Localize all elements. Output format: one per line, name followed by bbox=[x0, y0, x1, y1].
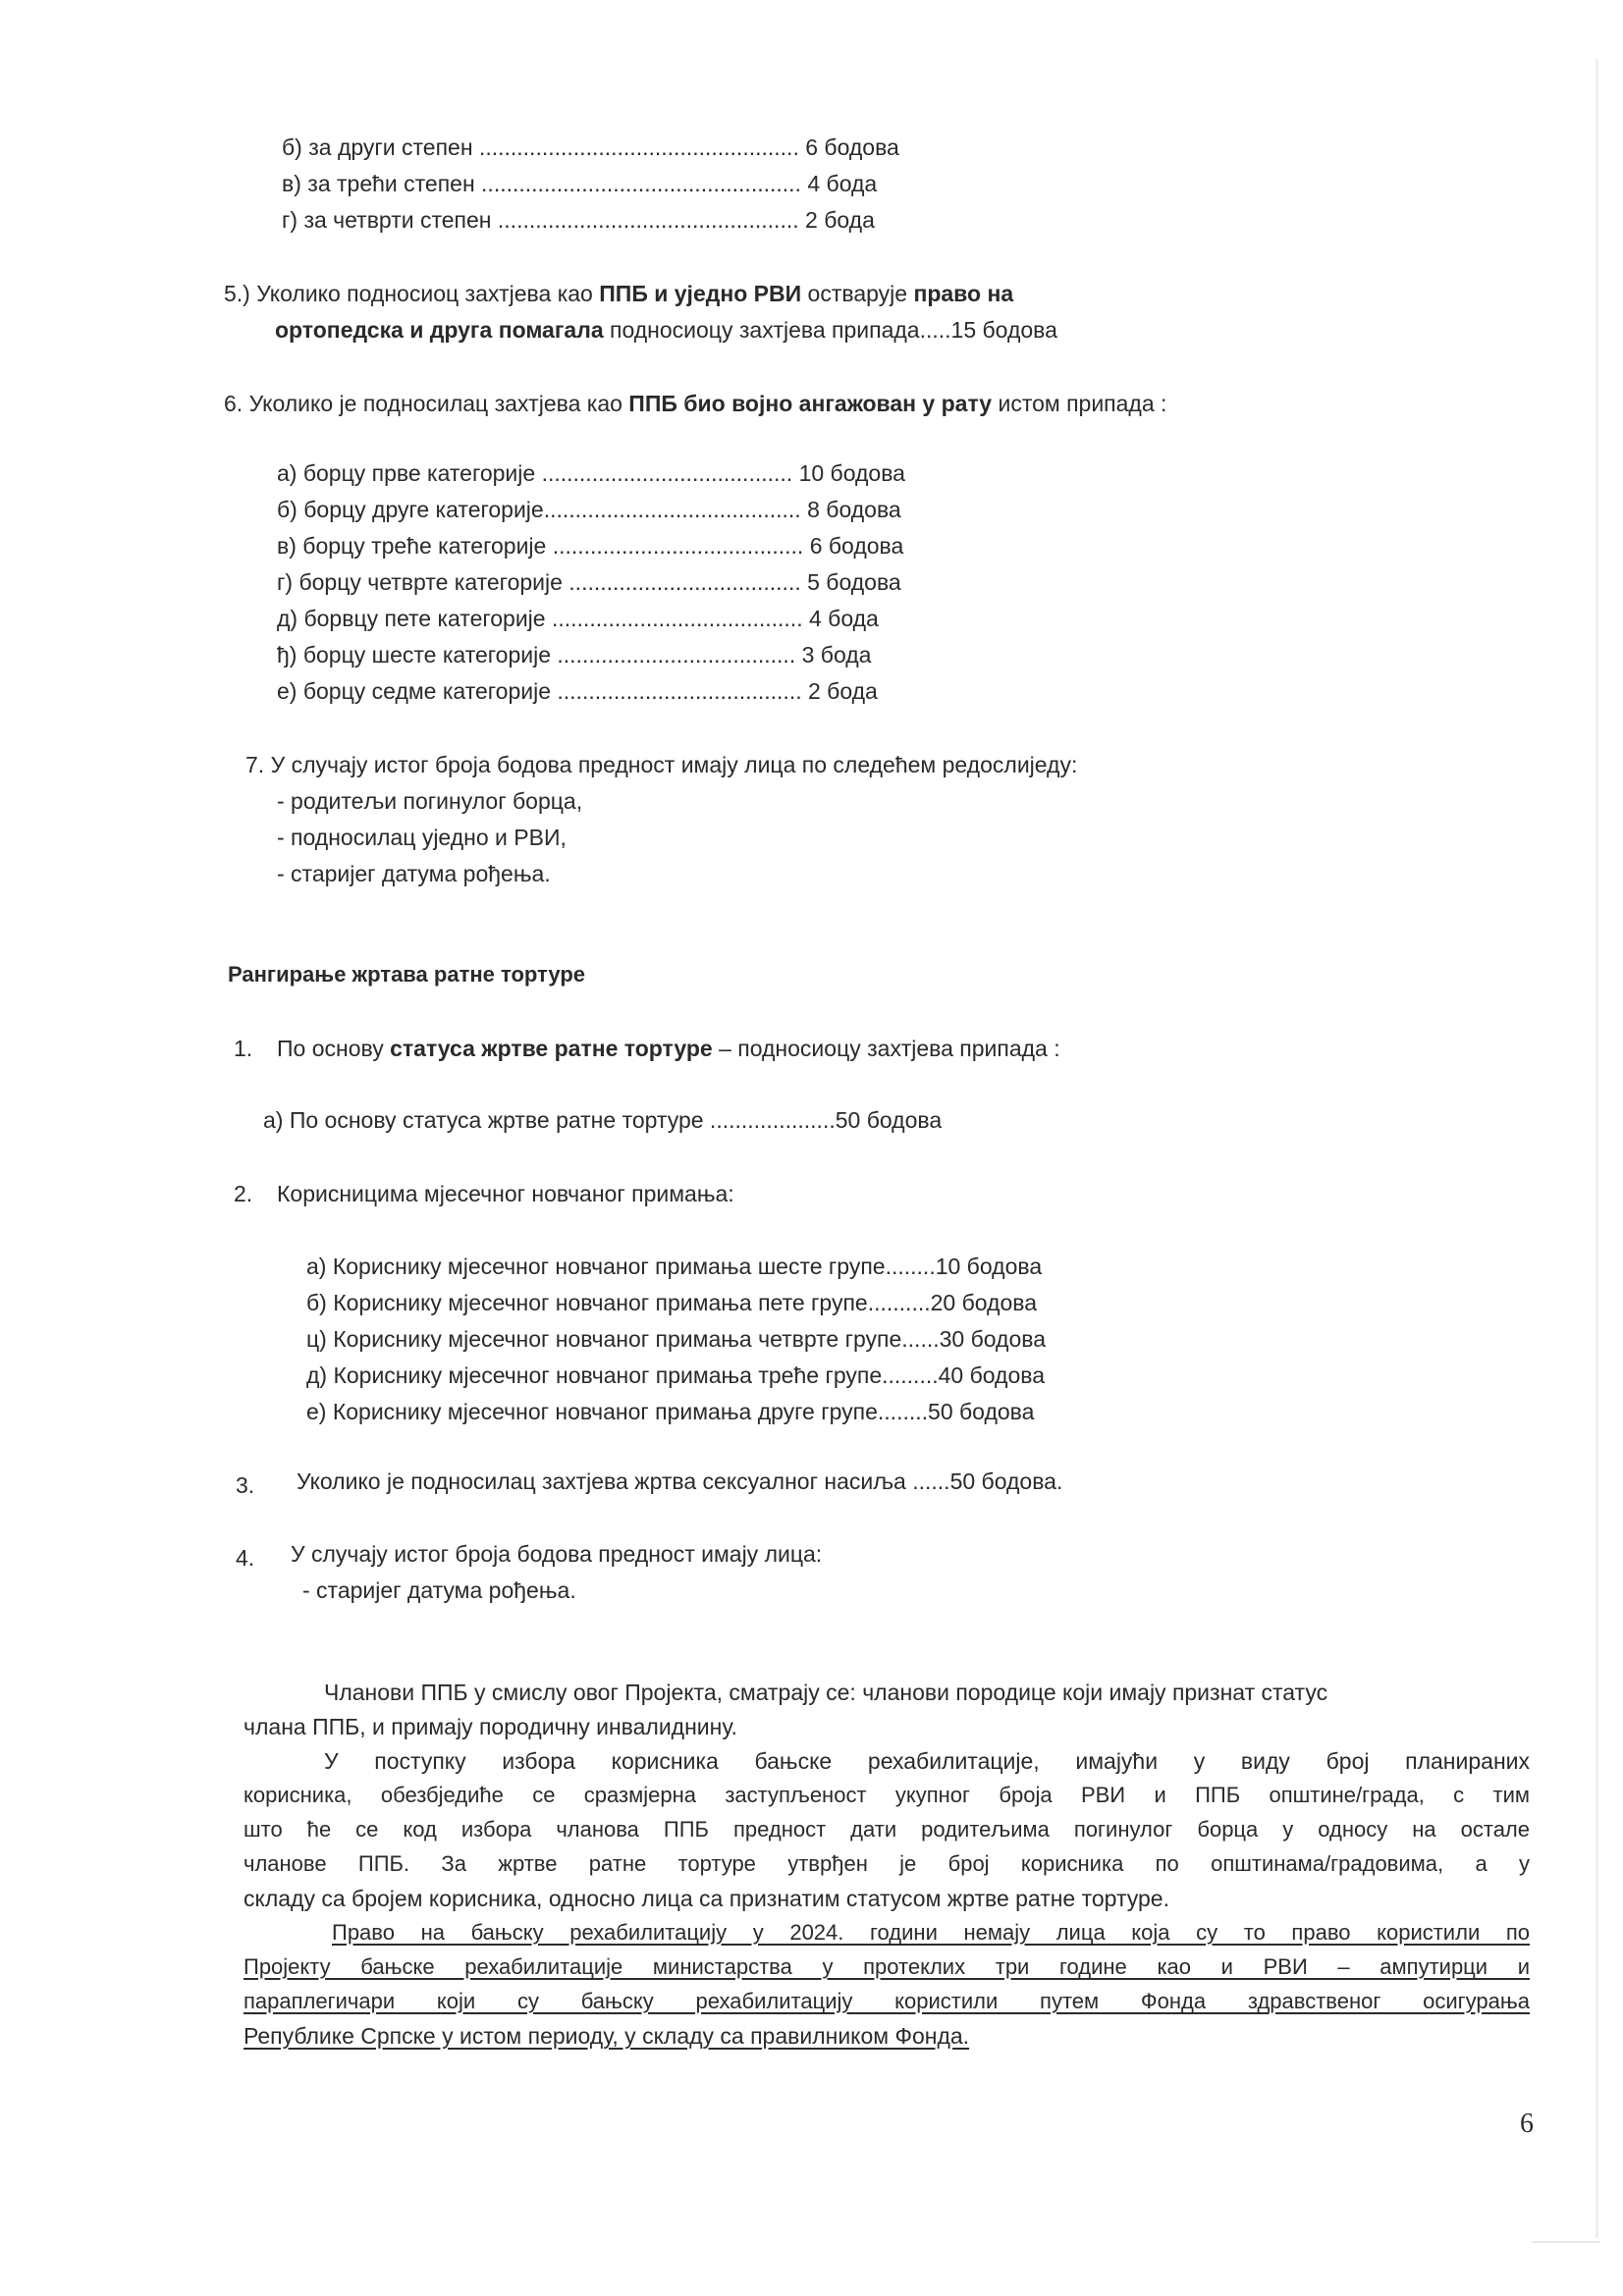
torture-p1-num: 1. bbox=[234, 1036, 253, 1061]
list-item: е) борцу седме категорије ....................................... 2 бода bbox=[277, 678, 878, 704]
list-item: г) борцу четврте категорије ..................................... 5 бодова bbox=[277, 569, 901, 595]
list-item: - родитељи погинулог борца, bbox=[277, 788, 583, 814]
item-5-bold: право на bbox=[913, 281, 1014, 306]
torture-p2: Корисницима мјесечног новчаног примања: bbox=[277, 1181, 734, 1206]
list-item: - подносилац уједно и РВИ, bbox=[277, 825, 567, 850]
list-item: - старијег датума рођења. bbox=[277, 861, 551, 886]
underlined-line: Право на бањску рехабилитацију у 2024. години немају лица која су то право користили по bbox=[332, 1920, 1530, 1945]
list-item: б) за други степен ................................................... 6 бодова bbox=[282, 134, 899, 160]
list-item: г) за четврти степен ................................................ 2 бода bbox=[282, 207, 875, 233]
underlined-line: Републике Српске у истом периоду, у складу са правилником Фонда. bbox=[243, 2023, 970, 2049]
torture-p2-num: 2. bbox=[234, 1181, 253, 1206]
list-item: ђ) борцу шесте категорије ...................................... 3 бода bbox=[277, 642, 872, 667]
item-6-prefix: 6. Уколико је подносилац захтјева као bbox=[224, 391, 629, 416]
paragraph-line: члана ППБ, и примају породичну инвалиднину. bbox=[243, 1714, 737, 1739]
item-5-bold: ППБ и уједно РВИ bbox=[599, 281, 802, 306]
underlined-line: Пројекту бањске рехабилитације министарства у протеклих три године као и РВИ – ампутирци и bbox=[243, 1954, 1530, 1979]
torture-p1-prefix: По основу bbox=[277, 1036, 391, 1061]
list-item: д) борвцу пете категорије ........................................ 4 бода bbox=[277, 606, 879, 631]
scan-artifact bbox=[1532, 2241, 1600, 2243]
page-number: 6 bbox=[1520, 2109, 1534, 2139]
paragraph-line: што ће се код избора чланова ППБ предност дати родитељима погинулог борца у односу на остале bbox=[243, 1817, 1530, 1842]
item-5-line-1 bbox=[224, 279, 1013, 308]
torture-p3: Уколико је подносилац захтјева жртва сексуалног насиља ......50 бодова. bbox=[297, 1468, 1063, 1494]
paragraph-line: корисника, обезбједиће се сразмјерна заступљеност укупног броја РВИ и ППБ општине/града, с тим bbox=[243, 1783, 1530, 1807]
item-5-rest: подносиоцу захтјева припада.....15 бодова bbox=[603, 317, 1057, 343]
list-item: - старијег датума рођења. bbox=[302, 1577, 576, 1603]
torture-p4: У случају истог броја бодова предност имају лица: bbox=[291, 1541, 823, 1567]
torture-p3-num: 3. bbox=[236, 1472, 255, 1498]
list-item: а) Кориснику мјесечног новчаног примања шесте групе........10 бодова bbox=[306, 1254, 1043, 1279]
list-item: ц) Кориснику мјесечног новчаног примања четврте групе......30 бодова bbox=[306, 1326, 1047, 1352]
item-5-mid: остварује bbox=[801, 281, 914, 306]
paragraph-line: У поступку избора корисника бањске рехабилитације, имајући у виду број планираних bbox=[324, 1748, 1530, 1774]
list-item: в) борцу треће категорије ........................................ 6 бодова bbox=[277, 533, 904, 559]
list-item: в) за трећи степен ................................................... 4 бода bbox=[282, 171, 878, 196]
torture-p1-bold: статуса жртве ратне тортуре bbox=[390, 1036, 713, 1061]
list-item: б) борцу друге категорије......................................... 8 бодова bbox=[277, 497, 901, 522]
paragraph-line: складу са бројем корисника, односно лица са признатим статусом жртве ратне тортуре. bbox=[243, 1886, 1169, 1911]
torture-p4-num: 4. bbox=[236, 1545, 255, 1571]
list-item: б) Кориснику мјесечног новчаног примања пете групе..........20 бодова bbox=[306, 1290, 1038, 1315]
list-item: е) Кориснику мјесечног новчаног примања друге групе........50 бодова bbox=[306, 1399, 1035, 1424]
item-6-heading bbox=[224, 389, 1166, 418]
list-item: д) Кориснику мјесечног новчаног примања треће групе.........40 бодова bbox=[306, 1362, 1046, 1388]
torture-p1-suffix: – подносиоцу захтјева припада : bbox=[712, 1036, 1060, 1061]
scan-artifact bbox=[1596, 59, 1598, 2238]
underlined-line: параплегичари који су бањску рехабилитацију користили путем Фонда здравственог осигурања bbox=[243, 1989, 1530, 2013]
list-item: а) По основу статуса жртве ратне тортуре ....................50 бодова bbox=[263, 1107, 943, 1133]
item-6-bold: ППБ био војно ангажован у рату bbox=[628, 391, 993, 416]
item-5-line-2 bbox=[275, 315, 1057, 345]
section-title: Рангирање жртава ратне тортуре bbox=[228, 962, 585, 987]
paragraph-line: Чланови ППБ у смислу овог Пројекта, сматрају се: чланови породице који имају признат статус bbox=[324, 1680, 1328, 1705]
item-6-suffix: истом припада : bbox=[992, 391, 1167, 416]
item-5-bold: ортопедска и друга помагала bbox=[275, 317, 604, 343]
paragraph-line: чланове ППБ. За жртве ратне тортуре утврђен је број корисника по општинама/градовима, а у bbox=[243, 1851, 1530, 1876]
item-7-heading: 7. У случају истог броја бодова предност имају лица по следећем редослиједу: bbox=[245, 752, 1078, 777]
list-item: а) борцу прве категорије ........................................ 10 бодова bbox=[277, 460, 905, 486]
torture-p1 bbox=[277, 1034, 1060, 1063]
item-5-prefix: 5.) Уколико подносиоц захтјева као bbox=[224, 281, 600, 306]
